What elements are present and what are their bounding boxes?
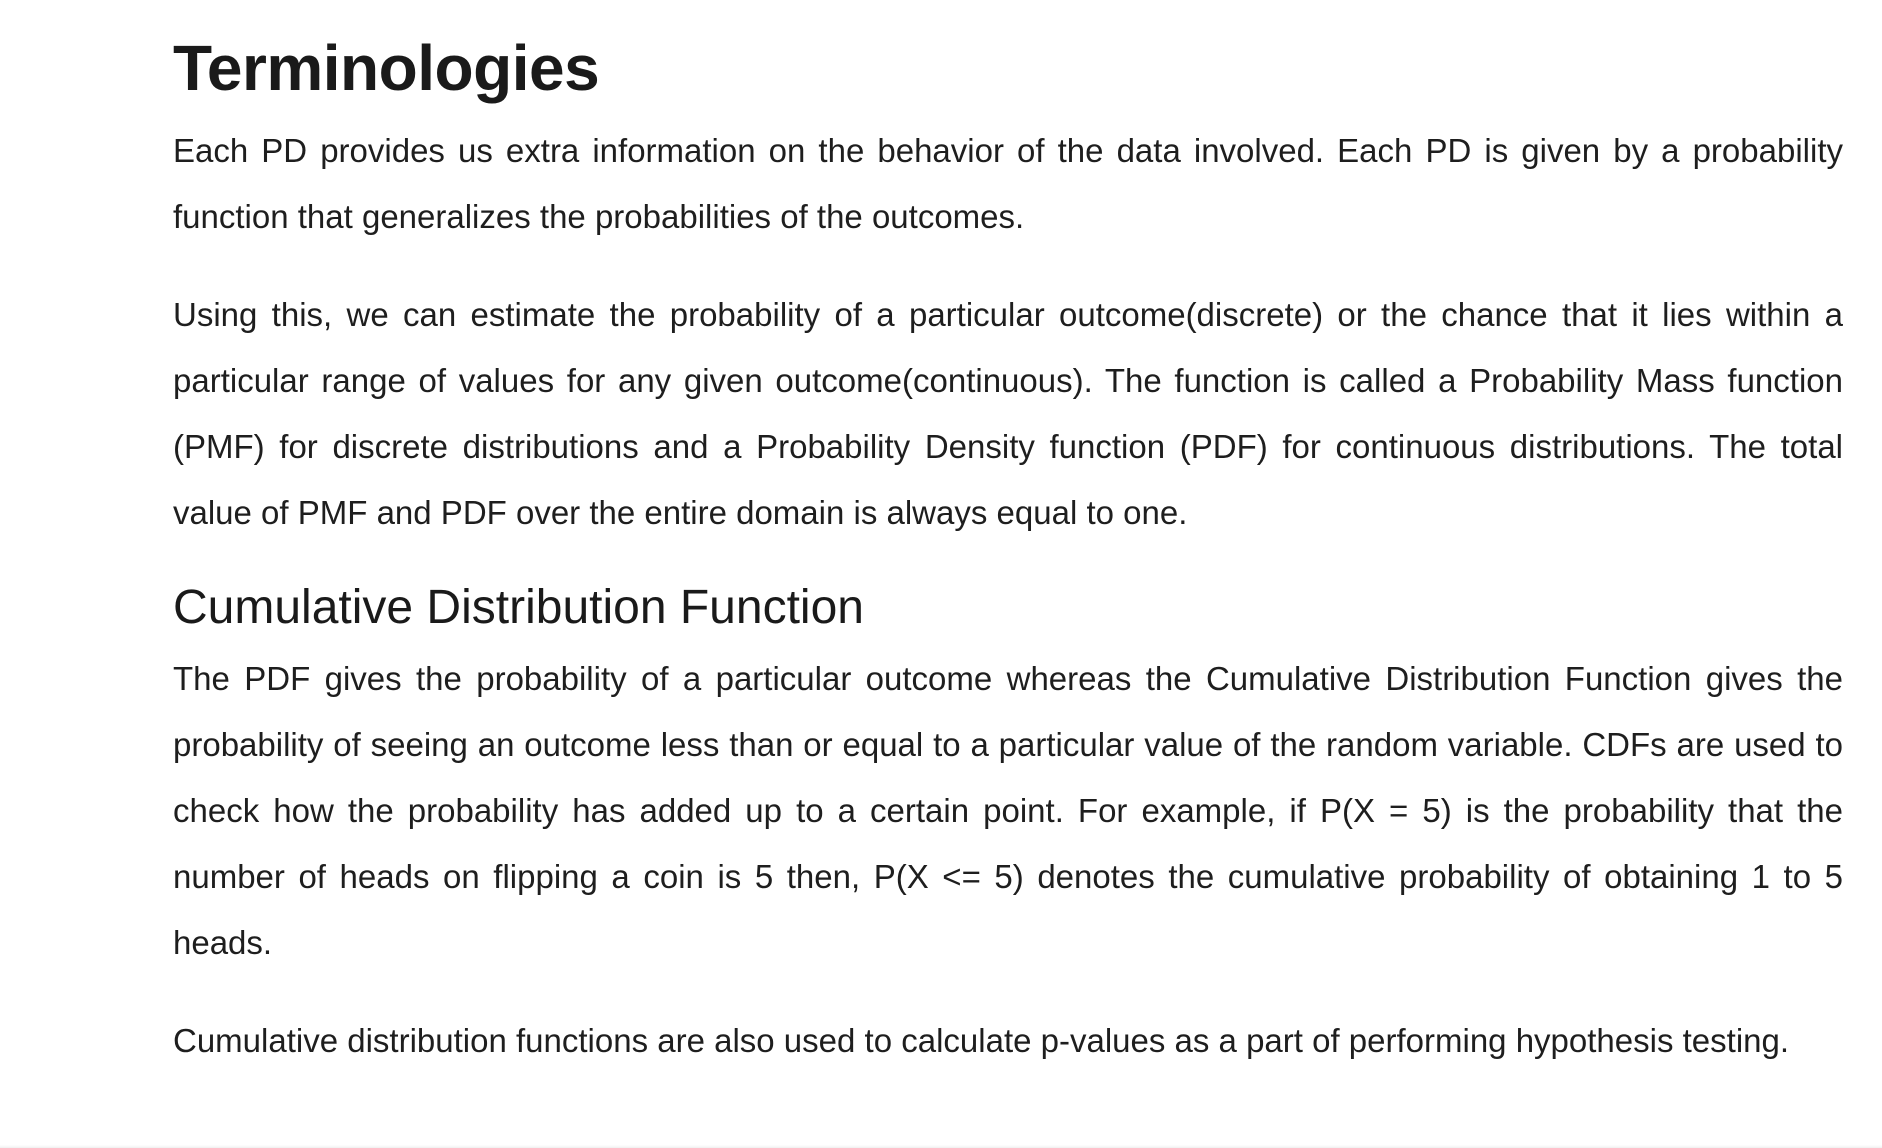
paragraph-pd-intro: Each PD provides us extra information on the behavior of the data involved. Each PD is given by a probability function that generalizes the probabilities of the outcomes. [173,132,1843,235]
section-heading-cdf: Cumulative Distribution Function [173,581,864,634]
article-content [173,30,1843,1074]
paragraph-pmf-pdf: Using this, we can estimate the probability of a particular outcome(discrete) or the chance that it lies within a particular range of values for any given outcome(continuous). The function is called a Probability Mass function (PMF) for discrete distributions and a Probability Density function (PDF) for continuous distributions. The total value of PMF and PDF over the entire domain is always equal to one. [173,296,1843,531]
paragraph-cdf-definition: The PDF gives the probability of a particular outcome whereas the Cumulative Distribution Function gives the probability of seeing an outcome less than or equal to a particular value of the random variable. CDFs are used to check how the probability has added up to a certain point. For example, if P(X = 5) is the probability that the number of heads on flipping a coin is 5 then, P(X <= 5) denotes the cumulative probability of obtaining 1 to 5 heads. [173,660,1843,961]
section-heading-terminologies: Terminologies [173,32,600,104]
paragraph-cdf-pvalues: Cumulative distribution functions are also used to calculate p-values as a part of performing hypothesis testing. [173,1022,1790,1059]
